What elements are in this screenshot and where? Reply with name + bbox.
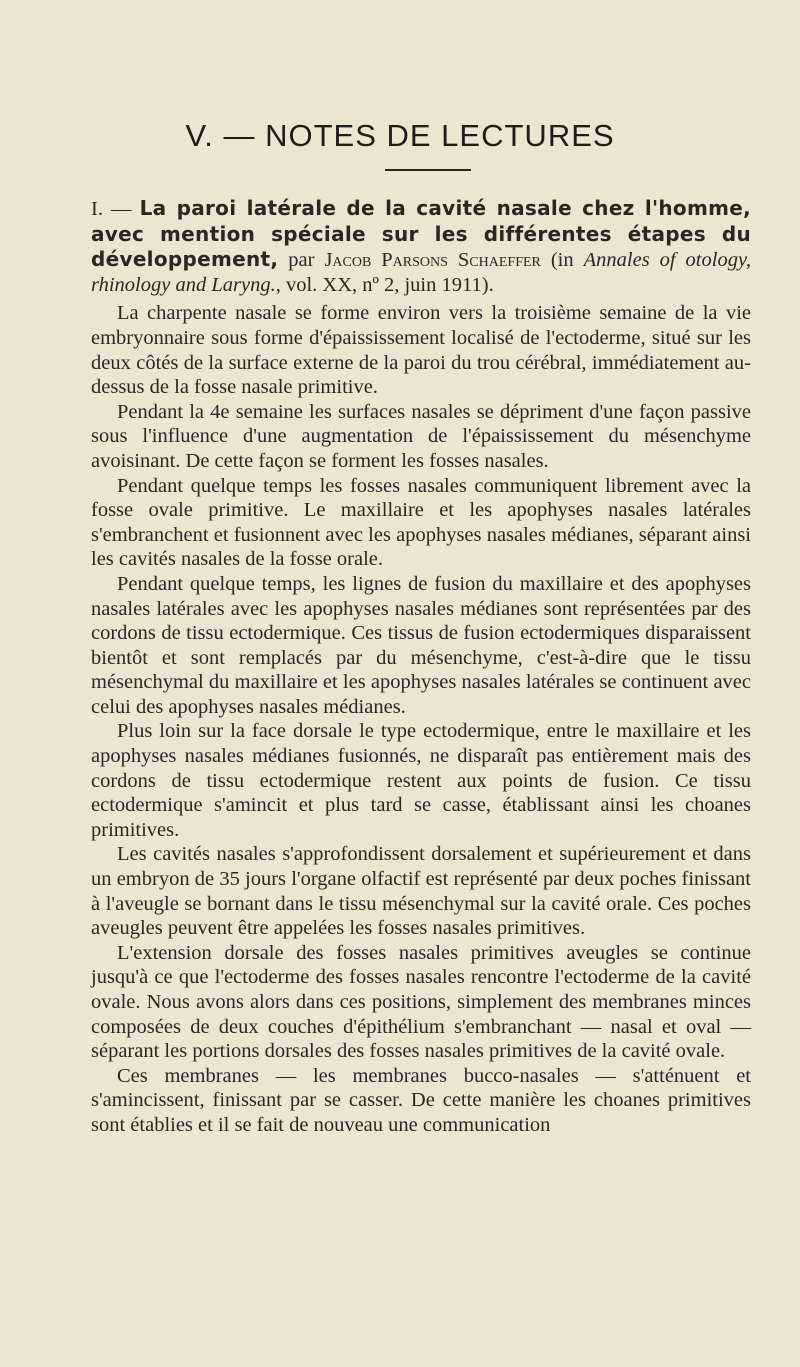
section-heading: V. — NOTES DE LECTURES: [185, 118, 615, 153]
paragraph: Pendant quelque temps, les lignes de fusion du maxillaire et des apophyses nasales latérales avec les apophyses nasales médianes sont représentées par des cordons de tissu ectodermique. Ces tissus de fusion ectodermiques disparaissent bientôt et sont remplacés par du mésenchyme, c'est-à-dire que le tissu mésenchymal du maxillaire et les apophyses nasales latérales se continuent avec celui des apophyses nasales médianes.: [91, 572, 751, 718]
article-body: [91, 196, 751, 1138]
article-journal: Annales of otology, rhinology and Laryng.: [91, 249, 752, 296]
paragraph: Pendant quelque temps les fosses nasales communiquent librement avec la fosse ovale primitive. Le maxillaire et les apophyses nasales latérales s'embranchent et fusionnent avec les apophyses nasales médianes, séparant ainsi les cavités nasales de la fosse orale.: [91, 474, 751, 571]
paragraph: Ces membranes — les membranes bucco-nasales — s'atténuent et s'amincissent, finissant par se casser. De cette manière les choanes primitives sont établies et il se fait de nouveau une communication: [91, 1064, 751, 1136]
article-title: [91, 196, 751, 297]
article-author: Jacob Parsons Schaeffer: [324, 249, 541, 272]
article-source-rest: , vol. XX, nº 2, juin 1911).: [275, 273, 494, 296]
article-number: I. —: [91, 198, 132, 220]
article-by: par: [288, 249, 315, 272]
paragraph: Pendant la 4e semaine les surfaces nasales se dépriment d'une façon passive sous l'influence d'une augmentation de l'épaississement du mésenchyme avoisinant. De cette façon se forment les fosses nasales.: [91, 400, 751, 472]
paragraph: Les cavités nasales s'approfondissent dorsalement et supérieurement et dans un embryon de 35 jours l'organe olfactif est représenté par deux poches finissant à l'aveugle se bornant dans le tissu mésenchymal sur la cavité orale. Ces poches aveugles peuvent être appelées les fosses nasales primitives.: [91, 843, 751, 940]
heading-rule: [385, 169, 471, 171]
paragraph: L'extension dorsale des fosses nasales primitives aveugles se continue jusqu'à ce que l'ectoderme des fosses nasales rencontre l'ectoderme de la cavité ovale. Nous avons alors dans ces positions, simplement des membranes minces composées de deux couches d'épithélium s'embranchant — nasal et oval — séparant les portions dorsales des fosses nasales primitives de la cavité ovale.: [91, 941, 751, 1063]
paragraph: La charpente nasale se forme environ vers la troisième semaine de la vie embryonnaire sous forme d'épaississement localisé de l'ectoderme, situé sur les deux côtés de la surface externe de la paroi du trou cérébral, immédiatement au-dessus de la fosse nasale primitive.: [91, 302, 751, 399]
article-source-open: (in: [550, 249, 574, 272]
article-title-bold: La paroi latérale de la cavité nasale chez l'homme, avec mention spéciale sur les différentes étapes du développement,: [91, 196, 752, 272]
paragraph: Plus loin sur la face dorsale le type ectodermique, entre le maxillaire et les apophyses nasales médianes fusionnés, ne disparaît pas entièrement mais des cordons de tissu ectodermique restent aux points de fusion. Ce tissu ectodermique s'amincit et plus tard se casse, établissant ainsi les choanes primitives.: [91, 720, 751, 841]
